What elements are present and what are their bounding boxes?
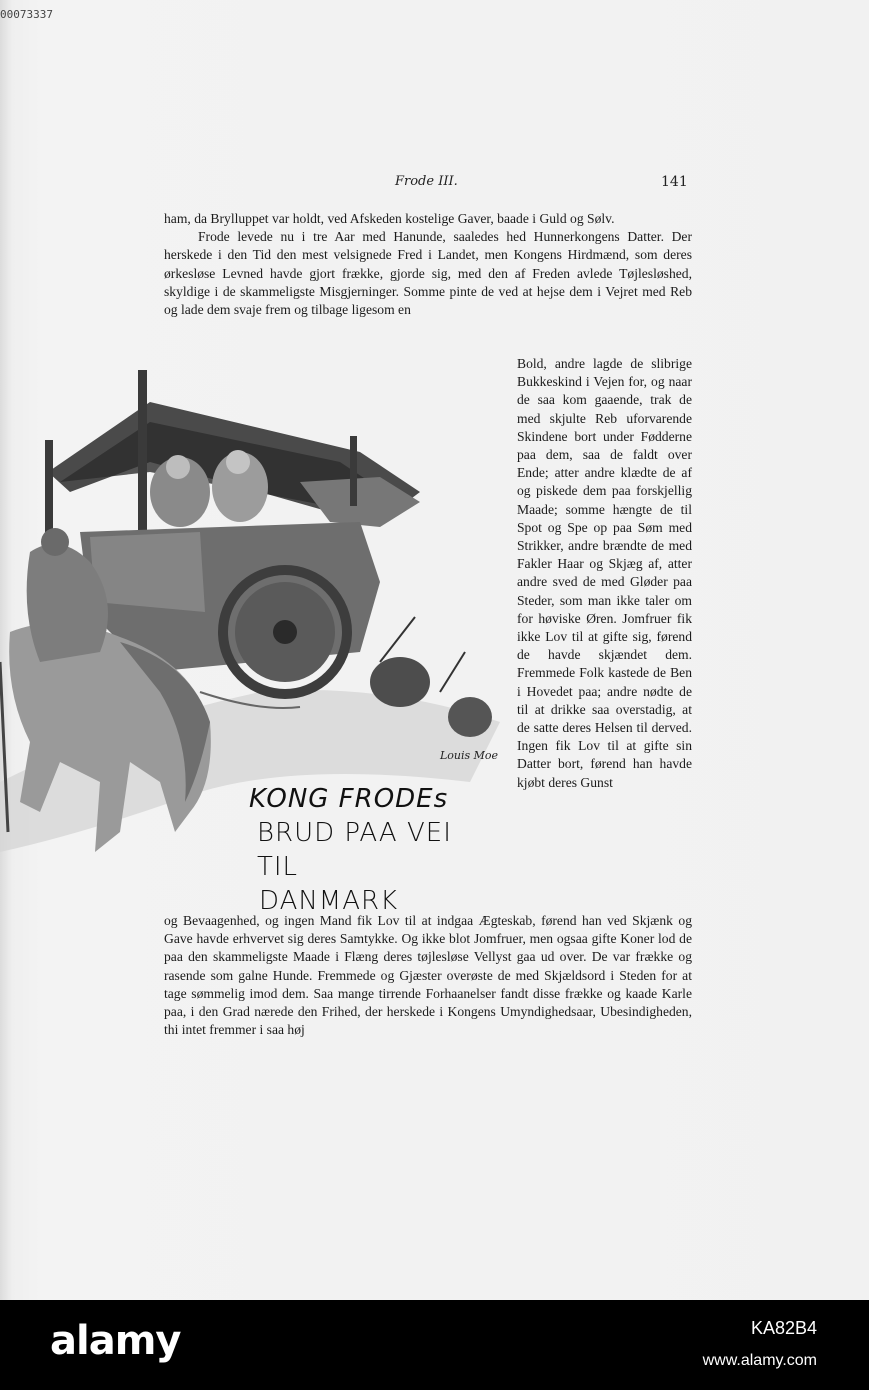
image-id: KA82B4 — [750, 1318, 817, 1338]
paragraph: ham, da Brylluppet var holdt, ved Afskeden kostelige Gaver, baade i Guld og Sølv. — [164, 211, 615, 226]
caption-line: BRUD PAA VEI TIL — [257, 818, 452, 882]
scan-id: 00073337 — [0, 8, 53, 21]
source-url: www.alamy.com — [702, 1352, 817, 1369]
caption-line: DANMARK — [259, 886, 399, 916]
brand-logo: alamy — [50, 1318, 181, 1364]
body-text-top — [164, 210, 692, 319]
artist-signature: Louis Moe — [440, 749, 499, 762]
paragraph: Bold, andre lagde de slibrige Bukkeskind i Vejen for, og naar de saa kom gaaende, trak de med skjulte Reb uforvarende Skindene bort under Fødderne paa dem, saa de faldt over Ende; atter andre klædte de af og piskede dem paa forskjellig Maade; somme hængte de til Spot og Spe op paa Søm med Strikker, andre brændte de med Fakler Haar og Skjæg af, atter andre sved de med Gløder paa Steder, som man ikke taler om for høviske Øren. Jomfruer fik ikke Lov til at gifte sig, førend de havde skjændet dem. Fremmede Folk kastede de Ben i Hovedet paa; andre nødte de til at drikke saa overstadig, at de satte deres Helsen til derved. Ingen fik Lov til at gifte sin Datter bort, førend han havde kjøbt deres Gunst — [517, 356, 692, 790]
paragraph: og Bevaagenhed, og ingen Mand fik Lov til at indgaa Ægteskab, førend han ved Skjænk og Gave havde erhvervet sig deres Samtykke. Og ikke blot Jomfruer, men ogsaa gifte Koner lod de paa den skammeligste Maade i Flæng deres tøjlesløse Vellyst gaa ud over. De var frække og rasende som galne Hunde. Fremmede og Gjæster overøste de med Skjældsord i Steden for at tage sømmelig imod dem. Saa mange tirrende Forhaanelser fandt disse frække og kaade Karle paa, i den Grad nærede den Frihed, der herskede i Kongens Umyndighedsaar, Ubesindigheden, thi intet fremmer i saa høj — [164, 913, 692, 1038]
body-text-bottom — [164, 912, 692, 1039]
running-title: Frode III. — [395, 174, 458, 189]
body-text-right-column — [517, 355, 692, 792]
caption-line: KONG FRODEs — [249, 784, 449, 814]
illustration-caption — [245, 782, 495, 918]
paragraph: Frode levede nu i tre Aar med Hanunde, saaledes hed Hunnerkongens Datter. Der herskede i den Tid den mest velsignede Fred i Landet, men Kongens Hirdmænd, som deres ørkesløse Levned havde gjort frække, gjorde sig, med den af Freden avlede Tøjlesløshed, skyldige i de skammeligste Misgjerninger. Somme pinte de ved at hejse dem i Vejret med Reb og lade dem svaje frem og tilbage ligesom en — [164, 229, 692, 318]
page-number: 141 — [661, 174, 688, 190]
watermark-footer — [0, 1300, 869, 1390]
